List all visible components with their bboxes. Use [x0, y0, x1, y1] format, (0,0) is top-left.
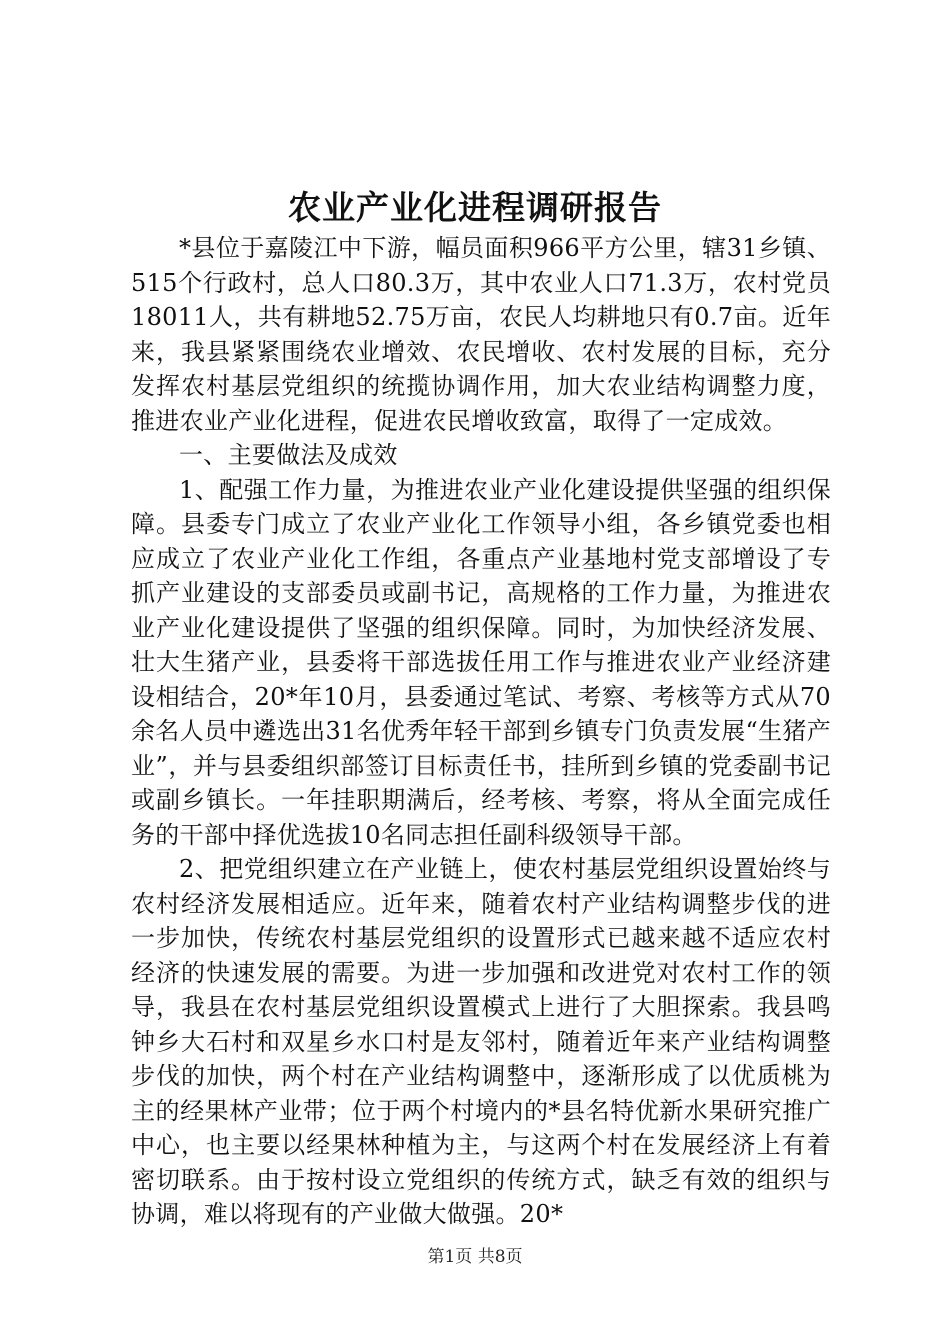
paragraph-1: 1、配强工作力量，为推进农业产业化建设提供坚强的组织保障。县委专门成立了农业产业化工作领导小组，各乡镇党委也相应成立了农业产业化工作组，各重点产业基地村党支部增设了专抓产业建设的支部委员或副书记，高规格的工作力量，为推进农业产业化建设提供了坚强的组织保障。同时，为加快经济发展、壮大生猪产业，县委将干部选拔任用工作与推进农业产业经济建设相结合，20*年10月，县委通过笔试、考察、考核等方式从70余名人员中遴选出31名优秀年轻干部到乡镇专门负责发展“生猪产业”，并与县委组织部签订目标责任书，挂所到乡镇的党委副书记或副乡镇长。一年挂职期满后，经考核、考察，将从全面完成任务的干部中择优选拔10名同志担任副科级领导干部。: [131, 475, 831, 849]
intro-paragraph: *县位于嘉陵江中下游，幅员面积966平方公里，辖31乡镇、515个行政村，总人口80.3万，其中农业人口71.3万，农村党员18011人，共有耕地52.75万亩，农民人均耕地只有0.7亩。近年来，我县紧紧围绕农业增效、农民增收、农村发展的目标，充分发挥农村基层党组织的统揽协调作用，加大农业结构调整力度，推进农业产业化进程，促进农民增收致富，取得了一定成效。: [131, 234, 831, 435]
section-heading: 一、主要做法及成效: [179, 441, 398, 469]
document-title: 农业产业化进程调研报告: [288, 188, 662, 227]
document-body: [131, 231, 831, 1232]
paragraph-2: 2、把党组织建立在产业链上，使农村基层党组织设置始终与农村经济发展相适应。近年来，随着农村产业结构调整步伐的进一步加快，传统农村基层党组织的设置形式已越来越不适应农村经济的快速发展的需要。为进一步加强和改进党对农村工作的领导，我县在农村基层党组织设置模式上进行了大胆探索。我县鸣钟乡大石村和双星乡水口村是友邻村，随着近年来产业结构调整步伐的加快，两个村在产业结构调整中，逐渐形成了以优质桃为主的经果林产业带；位于两个村境内的*县名特优新水果研究推广中心，也主要以经果林种植为主，与这两个村在发展经济上有着密切联系。由于按村设立党组织的传统方式，缺乏有效的组织与协调，难以将现有的产业做大做强。20*: [131, 855, 831, 1228]
page-footer: 第1页 共8页: [427, 1247, 523, 1267]
